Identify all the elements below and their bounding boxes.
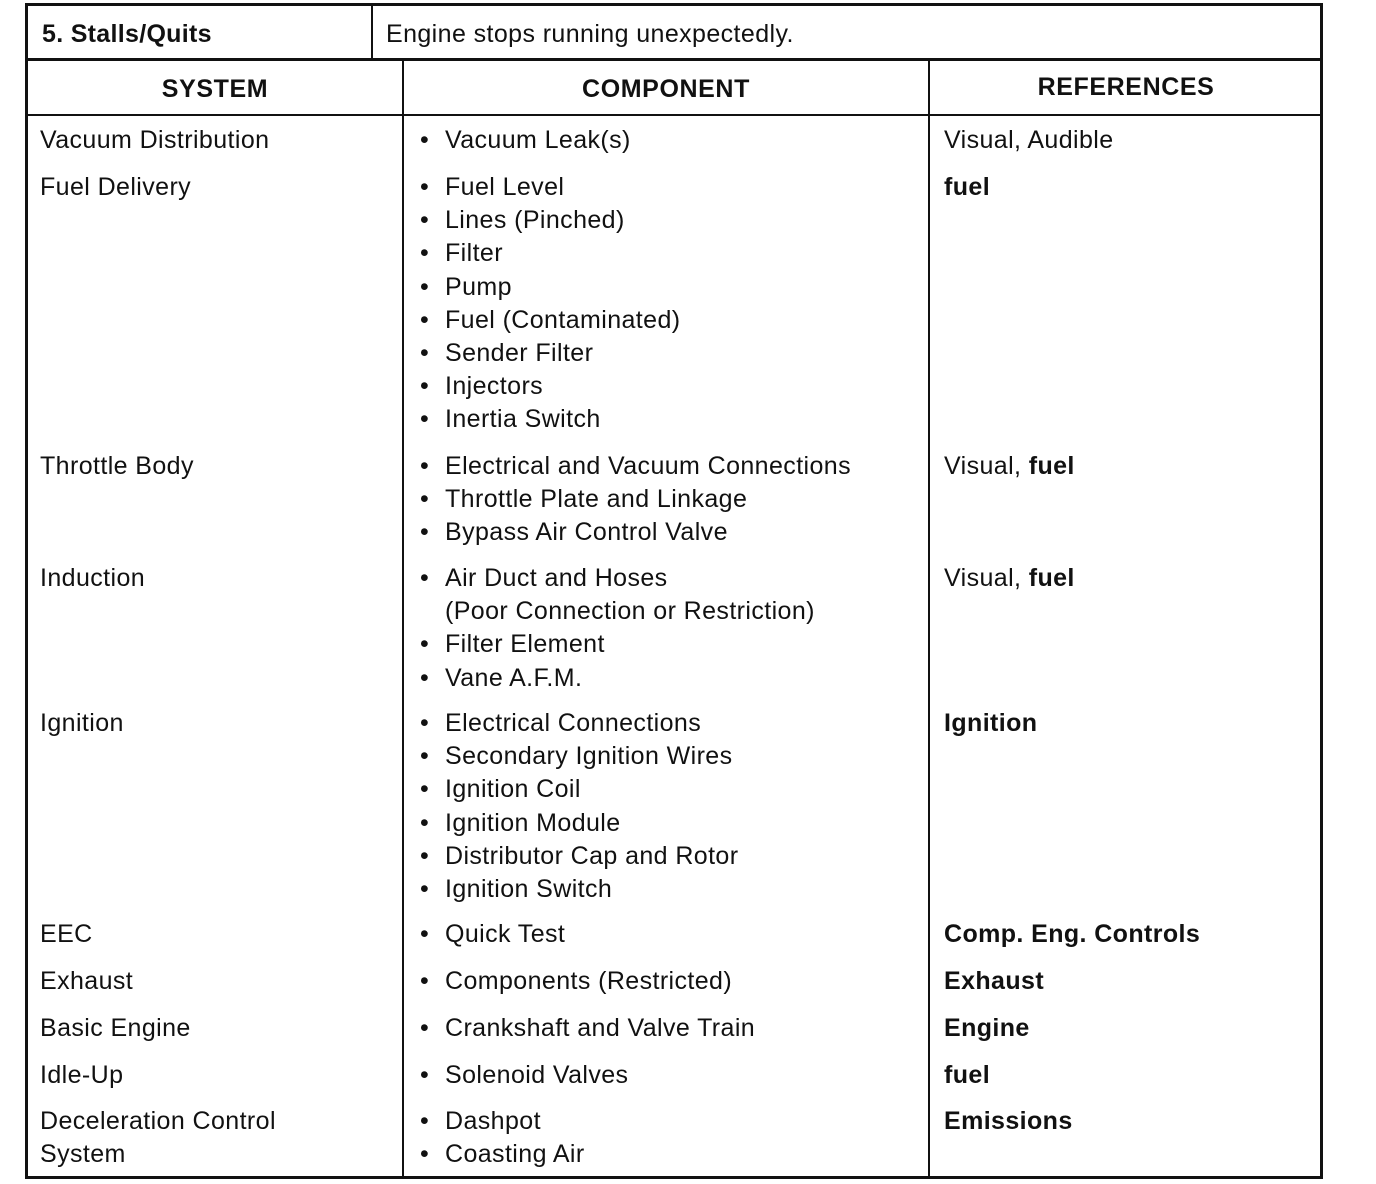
component-list <box>418 707 923 906</box>
component-item: • Inertia Switch <box>418 403 923 436</box>
reference-cell <box>944 707 1314 740</box>
system-cell: Vacuum Distribution <box>40 126 270 154</box>
component-item: • Electrical and Vacuum Connections <box>418 450 923 483</box>
reference-section: fuel <box>1028 564 1075 592</box>
reference-cell <box>944 1012 1314 1045</box>
component-item: • Filter <box>418 237 923 270</box>
symptom-divider <box>371 6 373 58</box>
system-cell: Basic Engine <box>40 1014 191 1042</box>
component-item: • Crankshaft and Valve Train <box>418 1012 923 1045</box>
reference-cell <box>944 965 1314 998</box>
component-list <box>418 918 923 951</box>
symptom-description: Engine stops running unexpectedly. <box>386 20 794 48</box>
reference-cell <box>944 1059 1314 1092</box>
component-item: • Ignition Module <box>418 807 923 840</box>
component-list <box>418 450 923 550</box>
system-cell: Ignition <box>40 709 124 737</box>
component-item: • Vacuum Leak(s) <box>418 124 923 157</box>
component-list <box>418 965 923 998</box>
reference-section: fuel <box>944 1061 991 1089</box>
component-item: • Fuel Level <box>418 171 923 204</box>
reference-section: Engine <box>944 1014 1030 1042</box>
reference-text: Visual, <box>944 452 1029 480</box>
reference-cell <box>944 171 1314 204</box>
component-item: • Ignition Switch <box>418 873 923 906</box>
system-cell: Exhaust <box>40 967 134 995</box>
component-item: • Lines (Pinched) <box>418 204 923 237</box>
system-cell: Deceleration Control System <box>40 1107 276 1168</box>
component-item: • Injectors <box>418 370 923 403</box>
diagnosis-table <box>25 3 1323 1179</box>
reference-cell <box>944 1105 1314 1138</box>
reference-cell <box>944 562 1314 595</box>
component-list <box>418 124 923 157</box>
column-divider-system <box>402 61 404 1179</box>
reference-text: Visual, Audible <box>944 126 1114 154</box>
component-item: • Filter Element <box>418 628 923 661</box>
column-header-row <box>28 61 1320 116</box>
component-item: • Pump <box>418 271 923 304</box>
system-cell: EEC <box>40 920 93 948</box>
component-item: • Quick Test <box>418 918 923 951</box>
reference-cell <box>944 450 1314 483</box>
component-list <box>418 1059 923 1092</box>
component-item: • Sender Filter <box>418 337 923 370</box>
reference-cell <box>944 918 1314 951</box>
system-cell: Induction <box>40 564 146 592</box>
component-item: • Electrical Connections <box>418 707 923 740</box>
component-list <box>418 1012 923 1045</box>
reference-text: Visual, <box>944 564 1029 592</box>
reference-cell <box>944 124 1314 157</box>
column-header-references: REFERENCES <box>1037 73 1215 101</box>
column-divider-component <box>928 61 930 1179</box>
component-item: • Air Duct and Hoses <box>418 562 923 595</box>
reference-section: fuel <box>944 173 991 201</box>
symptom-label: 5. Stalls/Quits <box>42 20 212 48</box>
component-item: • Solenoid Valves <box>418 1059 923 1092</box>
reference-section: Ignition <box>944 709 1038 737</box>
component-item: • Ignition Coil <box>418 773 923 806</box>
reference-section: Comp. Eng. Controls <box>944 920 1201 948</box>
reference-section: Emissions <box>944 1107 1073 1135</box>
component-list <box>418 1105 923 1171</box>
component-item: • Components (Restricted) <box>418 965 923 998</box>
system-cell: Idle-Up <box>40 1061 124 1089</box>
component-item: • Throttle Plate and Linkage <box>418 483 923 516</box>
component-item: • Secondary Ignition Wires <box>418 740 923 773</box>
component-list <box>418 171 923 437</box>
column-header-component: COMPONENT <box>582 75 750 103</box>
component-item: (Poor Connection or Restriction) <box>445 597 815 626</box>
component-item: • Coasting Air <box>418 1138 923 1171</box>
system-cell: Fuel Delivery <box>40 173 192 201</box>
reference-section: Exhaust <box>944 967 1045 995</box>
component-item: • Dashpot <box>418 1105 923 1138</box>
component-item: • Fuel (Contaminated) <box>418 304 923 337</box>
component-item: • Vane A.F.M. <box>418 662 923 695</box>
component-list <box>418 562 923 695</box>
system-cell: Throttle Body <box>40 452 194 480</box>
symptom-row <box>28 6 1320 61</box>
column-header-system: SYSTEM <box>161 75 269 103</box>
component-item: • Bypass Air Control Valve <box>418 516 923 549</box>
component-item: • Distributor Cap and Rotor <box>418 840 923 873</box>
reference-section: fuel <box>1028 452 1075 480</box>
